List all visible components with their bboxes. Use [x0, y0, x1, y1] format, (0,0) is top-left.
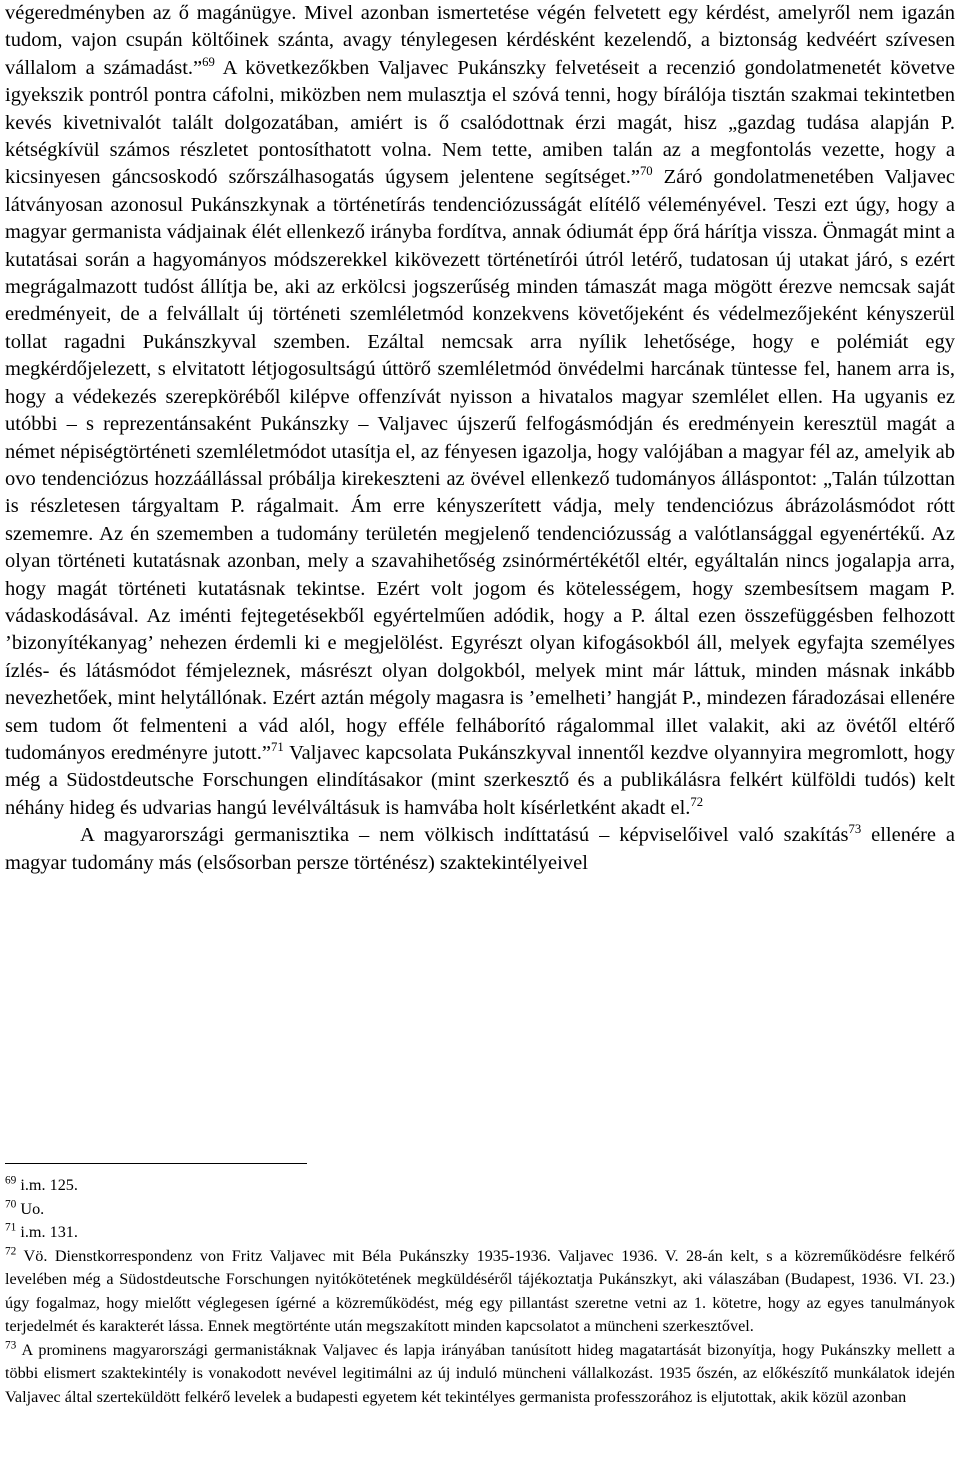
footnote-number: 69: [5, 1174, 17, 1187]
footnote-text: i.m. 131.: [16, 1223, 78, 1241]
footnote-ref[interactable]: 70: [639, 164, 653, 179]
footnote: [5, 1339, 955, 1410]
paragraph: [5, 822, 955, 877]
footnotes: [5, 1174, 955, 1409]
footnote-ref[interactable]: 72: [690, 794, 704, 809]
footnote-text: Vö. Dienstkorrespondenz von Fritz Valjavec mit Béla Pukánszky 1935-1936. Valjavec 1936. V. 28-án kelt, s a közreműködésre felkérő levelében még a Südostdeutsche Forschungen nyitókötetének megküldéséről tájékoztatja Pukánszkyt, aki válaszában (Budapest, 1936. VI. 23.) úgy fogalmaz, hogy mielőtt véglegesen ígérné a közreműködést, még egy pillantást szeretne vetni az 1. kötetre, hogy az egyes tanulmányok terjedelmét és karakterét lássa. Ennek megtörténte után megszakított minden kapcsolatot a müncheni szerkesztővel.: [5, 1246, 955, 1335]
footnote-separator: [5, 1163, 307, 1164]
paragraph: [5, 0, 955, 822]
footnote-ref[interactable]: 73: [848, 822, 862, 837]
footnote-number: 73: [5, 1339, 17, 1352]
text-run: végeredményben az ő magánügye. Mivel azonban ismertetése végén felvetett egy kérdést, amelyről nem igazán tudom, vajon csupán költőinek szánta, avagy ténylegesen kérdésként kezelendő, a biztonság kedvéért szívesen vállalom a számadást.”: [5, 2, 955, 79]
footnote-number: 71: [5, 1221, 17, 1234]
text-run: Valjavec kapcsolata Pukánszkyval innentől kezdve olyannyira megromlott, hogy még a Südostdeutsche Forschungen elindításakor (mint szerkesztő és a publikálásra felkért külföldi tudós) kelt néhány hideg és udvarias hangú levélváltásuk is hamvába holt kísérletként akadt el.: [5, 741, 955, 819]
footnote: [5, 1221, 955, 1245]
footnote-number: 70: [5, 1198, 17, 1211]
footnote: [5, 1198, 955, 1222]
footnote: [5, 1245, 955, 1339]
text-run: ellenére a magyar tudomány más (elsősorban persze történész) szaktekintélyeivel: [5, 824, 956, 874]
footnote: [5, 1174, 955, 1198]
text-run: Záró gondolatmenetében Valjavec látványosan azonosul Pukánszkynak a történetírás tendenciózusságát elítélő véleményével. Teszi ezt úgy, hogy a magyar germanista vádjainak élét ellenkező irányba fordítva, annak ódiumát épp őrá hárítja vissza. Önmagát mint a kutatásai során a hagyományos módszerekkel kikövezett történetírói útról letérő, tudatosan új utakat járó, s ezért megrágalmazott tudóst állítja be, aki az erkölcsi jogszerűség minden támaszát maga mögött érezve nemcsak saját eredményeit, de a felvállalt új történeti szemléletmód konzekvens követőjeként és védelmezőjeként kényszerül tollat ragadni Pukánszkyval szemben. Ezáltal nemcsak arra nyílik lehetősége, hogy e polémiát egy megkérdőjelezett, s elvitatott létjogosultságú úttörő szemléletmód önvédelmi harcának tüntesse fel, hanem arra is, hogy a védekezés szerepköréből kilépve offenzívát nyisson a hivatalos magyar szemlélet ellen. Ha ugyanis ez utóbbi – s reprezentánsaként Pukánszky – Valjavec újszerű felfogásmódján és eredményein keresztül magát a német népiségtörténeti szemléletmódot utasítja el, az fényesen igazolja, hogy valójában a magyar fél az, amelyik ab ovo tendenciózus hozzáállással próbálja kirekeszteni az övével ellenkező tudományos álláspontot: „Talán túlzottan is részletesen tárgyaltam P. rágalmait. Ám erre kényszerített vádja, mely tendenciózus ábrázolásmódot rótt szememre. Az én szememben a tudomány területén megjelenő tendenciózusság a valótlansággal egyenértékű. Az olyan történeti kutatásnak azonban, mely a szavahihetőség zsinórmértékétől eltér, egyáltalán nincs jogalapja arra, hogy magát történeti kutatásnak tekintse. Ezért volt jogom és kötelességem, hogy szembesítsem magam P. vádaskodásával. Az iménti fejtegetésekből egyértelműen adódik, hogy a P. által ezen összefüggésben felhozott ’bizonyítékanyag’ nehezen érdemli ki e megjelölést. Egyrészt olyan kifogásokból áll, melyek egyfajta személyes ízlés- és látásmódot fémjeleznek, másrészt olyan dolgokból, melyek mint már láttuk, minden másnak inkább nevezhetőek, mint helytállónak. Ezért aztán mégoly magasra is ’emelheti’ hangját P., mindezen fáradozásai ellenére sem tudom őt felmenteni a vád alól, hogy efféle felháborító rágalommal illet valakit, aki az övétől eltérő tudományos eredményre jutott.”: [5, 166, 955, 764]
footnote-text: i.m. 125.: [16, 1176, 78, 1194]
footnote-text: A prominens magyarországi germanistáknak Valjavec és lapja irányában tanúsított hideg magatartását bizonyítja, hogy Pukánszky mellett a többi elismert szaktekintély is vonakodott nevével legitimálni az új induló müncheni vállalkozást. 1935 őszén, az előkészítő munkálatok idején Valjavec által szerteküldött felkérő levelek a budapesti egyetem két tekintélyes germanista professzorához is eljutottak, akik közül azonban: [5, 1340, 955, 1406]
text-run: A következőkben Valjavec Pukánszky felvetéseit a recenzió gondolatmenetét követve igyekszik pontról pontra cáfolni, miközben nem mulasztja el szóvá tenni, hogy bírálója tisztán szakmai tekintetben kevés kivetnivalót talált dolgozatában, amiért is ő csalódottnak érzi magát, hisz „gazdag tudása alapján P. kétségkívül számos részletet pontosíthatott volna. Nem tette, amiben talán az a megfontolás vezette, hogy a kicsinyesen gáncsoskodó szőrszálhasogatás úgysem jelentene segítséget.”: [5, 56, 955, 189]
footnote-ref[interactable]: 71: [270, 740, 284, 755]
text-run: A magyarországi germanisztika – nem völkisch indíttatású – képviselőivel való szakítás: [80, 824, 849, 847]
main-text: [5, 0, 955, 877]
footnote-text: Uo.: [16, 1199, 45, 1218]
footnote-number: 72: [5, 1245, 17, 1258]
footnote-ref[interactable]: 69: [202, 54, 215, 69]
